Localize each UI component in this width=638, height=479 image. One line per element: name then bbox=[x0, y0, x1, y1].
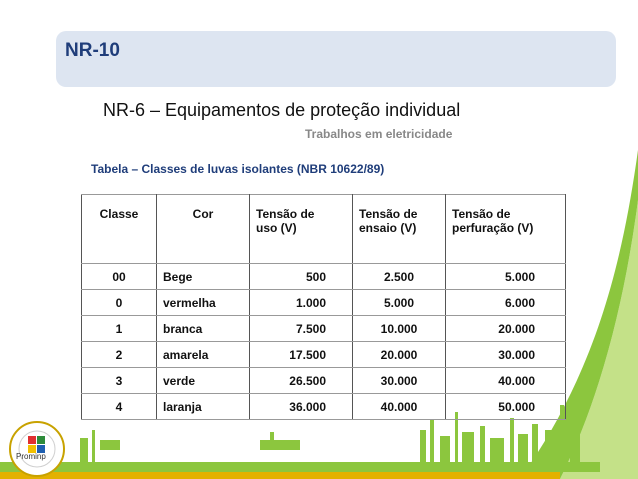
cell-tensao-uso: 17.500 bbox=[250, 342, 353, 368]
cell-cor: branca bbox=[157, 316, 250, 342]
cell-tensao-ensaio: 20.000 bbox=[353, 342, 446, 368]
header-tensao-ensaio-line2: ensaio (V) bbox=[359, 221, 417, 235]
slide-subheading: Trabalhos em eletricidade bbox=[305, 127, 453, 141]
cell-tensao-perfuracao: 40.000 bbox=[446, 368, 566, 394]
header-tensao-perfuracao bbox=[446, 195, 566, 264]
table-caption: Tabela – Classes de luvas isolantes (NBR 10622/89) bbox=[91, 162, 385, 176]
cell-tensao-uso: 36.000 bbox=[250, 394, 353, 420]
cell-tensao-uso: 500 bbox=[250, 264, 353, 290]
cell-tensao-perfuracao: 5.000 bbox=[446, 264, 566, 290]
cell-tensao-uso: 7.500 bbox=[250, 316, 353, 342]
table-header-row bbox=[82, 195, 566, 264]
cell-tensao-ensaio: 5.000 bbox=[353, 290, 446, 316]
table-row bbox=[82, 264, 566, 290]
header-tensao-uso-line2: uso (V) bbox=[256, 221, 297, 235]
table-row bbox=[82, 368, 566, 394]
table-row bbox=[82, 290, 566, 316]
header-cor: Cor bbox=[157, 195, 250, 264]
cell-classe: 2 bbox=[82, 342, 157, 368]
table-row bbox=[82, 394, 566, 420]
cell-tensao-ensaio: 40.000 bbox=[353, 394, 446, 420]
header-tensao-ensaio bbox=[353, 195, 446, 264]
logo-text: Prominp bbox=[16, 452, 46, 461]
cell-classe: 3 bbox=[82, 368, 157, 394]
cell-tensao-perfuracao: 30.000 bbox=[446, 342, 566, 368]
table-row bbox=[82, 316, 566, 342]
header-tensao-perf-line1: Tensão de bbox=[452, 207, 511, 221]
cell-tensao-perfuracao: 6.000 bbox=[446, 290, 566, 316]
title-bar bbox=[56, 31, 616, 87]
cell-tensao-uso: 26.500 bbox=[250, 368, 353, 394]
header-classe: Classe bbox=[82, 195, 157, 264]
table-row bbox=[82, 342, 566, 368]
cell-tensao-ensaio: 30.000 bbox=[353, 368, 446, 394]
cell-tensao-ensaio: 2.500 bbox=[353, 264, 446, 290]
prominp-logo-icon bbox=[8, 420, 66, 478]
page-title: NR-10 bbox=[65, 40, 120, 61]
cell-cor: Bege bbox=[157, 264, 250, 290]
cell-cor: verde bbox=[157, 368, 250, 394]
cell-classe: 1 bbox=[82, 316, 157, 342]
slide-heading: NR-6 – Equipamentos de proteção individual bbox=[103, 100, 461, 120]
header-tensao-uso bbox=[250, 195, 353, 264]
header-tensao-uso-line1: Tensão de bbox=[256, 207, 315, 221]
cell-classe: 0 bbox=[82, 290, 157, 316]
cell-classe: 00 bbox=[82, 264, 157, 290]
cell-cor: vermelha bbox=[157, 290, 250, 316]
cell-tensao-perfuracao: 50.000 bbox=[446, 394, 566, 420]
cell-cor: amarela bbox=[157, 342, 250, 368]
cell-tensao-ensaio: 10.000 bbox=[353, 316, 446, 342]
header-tensao-ensaio-line1: Tensão de bbox=[359, 207, 418, 221]
header-tensao-perf-line2: perfuração (V) bbox=[452, 221, 534, 235]
glove-classes-table bbox=[81, 194, 566, 420]
cell-tensao-perfuracao: 20.000 bbox=[446, 316, 566, 342]
cell-classe: 4 bbox=[82, 394, 157, 420]
cell-tensao-uso: 1.000 bbox=[250, 290, 353, 316]
cell-cor: laranja bbox=[157, 394, 250, 420]
